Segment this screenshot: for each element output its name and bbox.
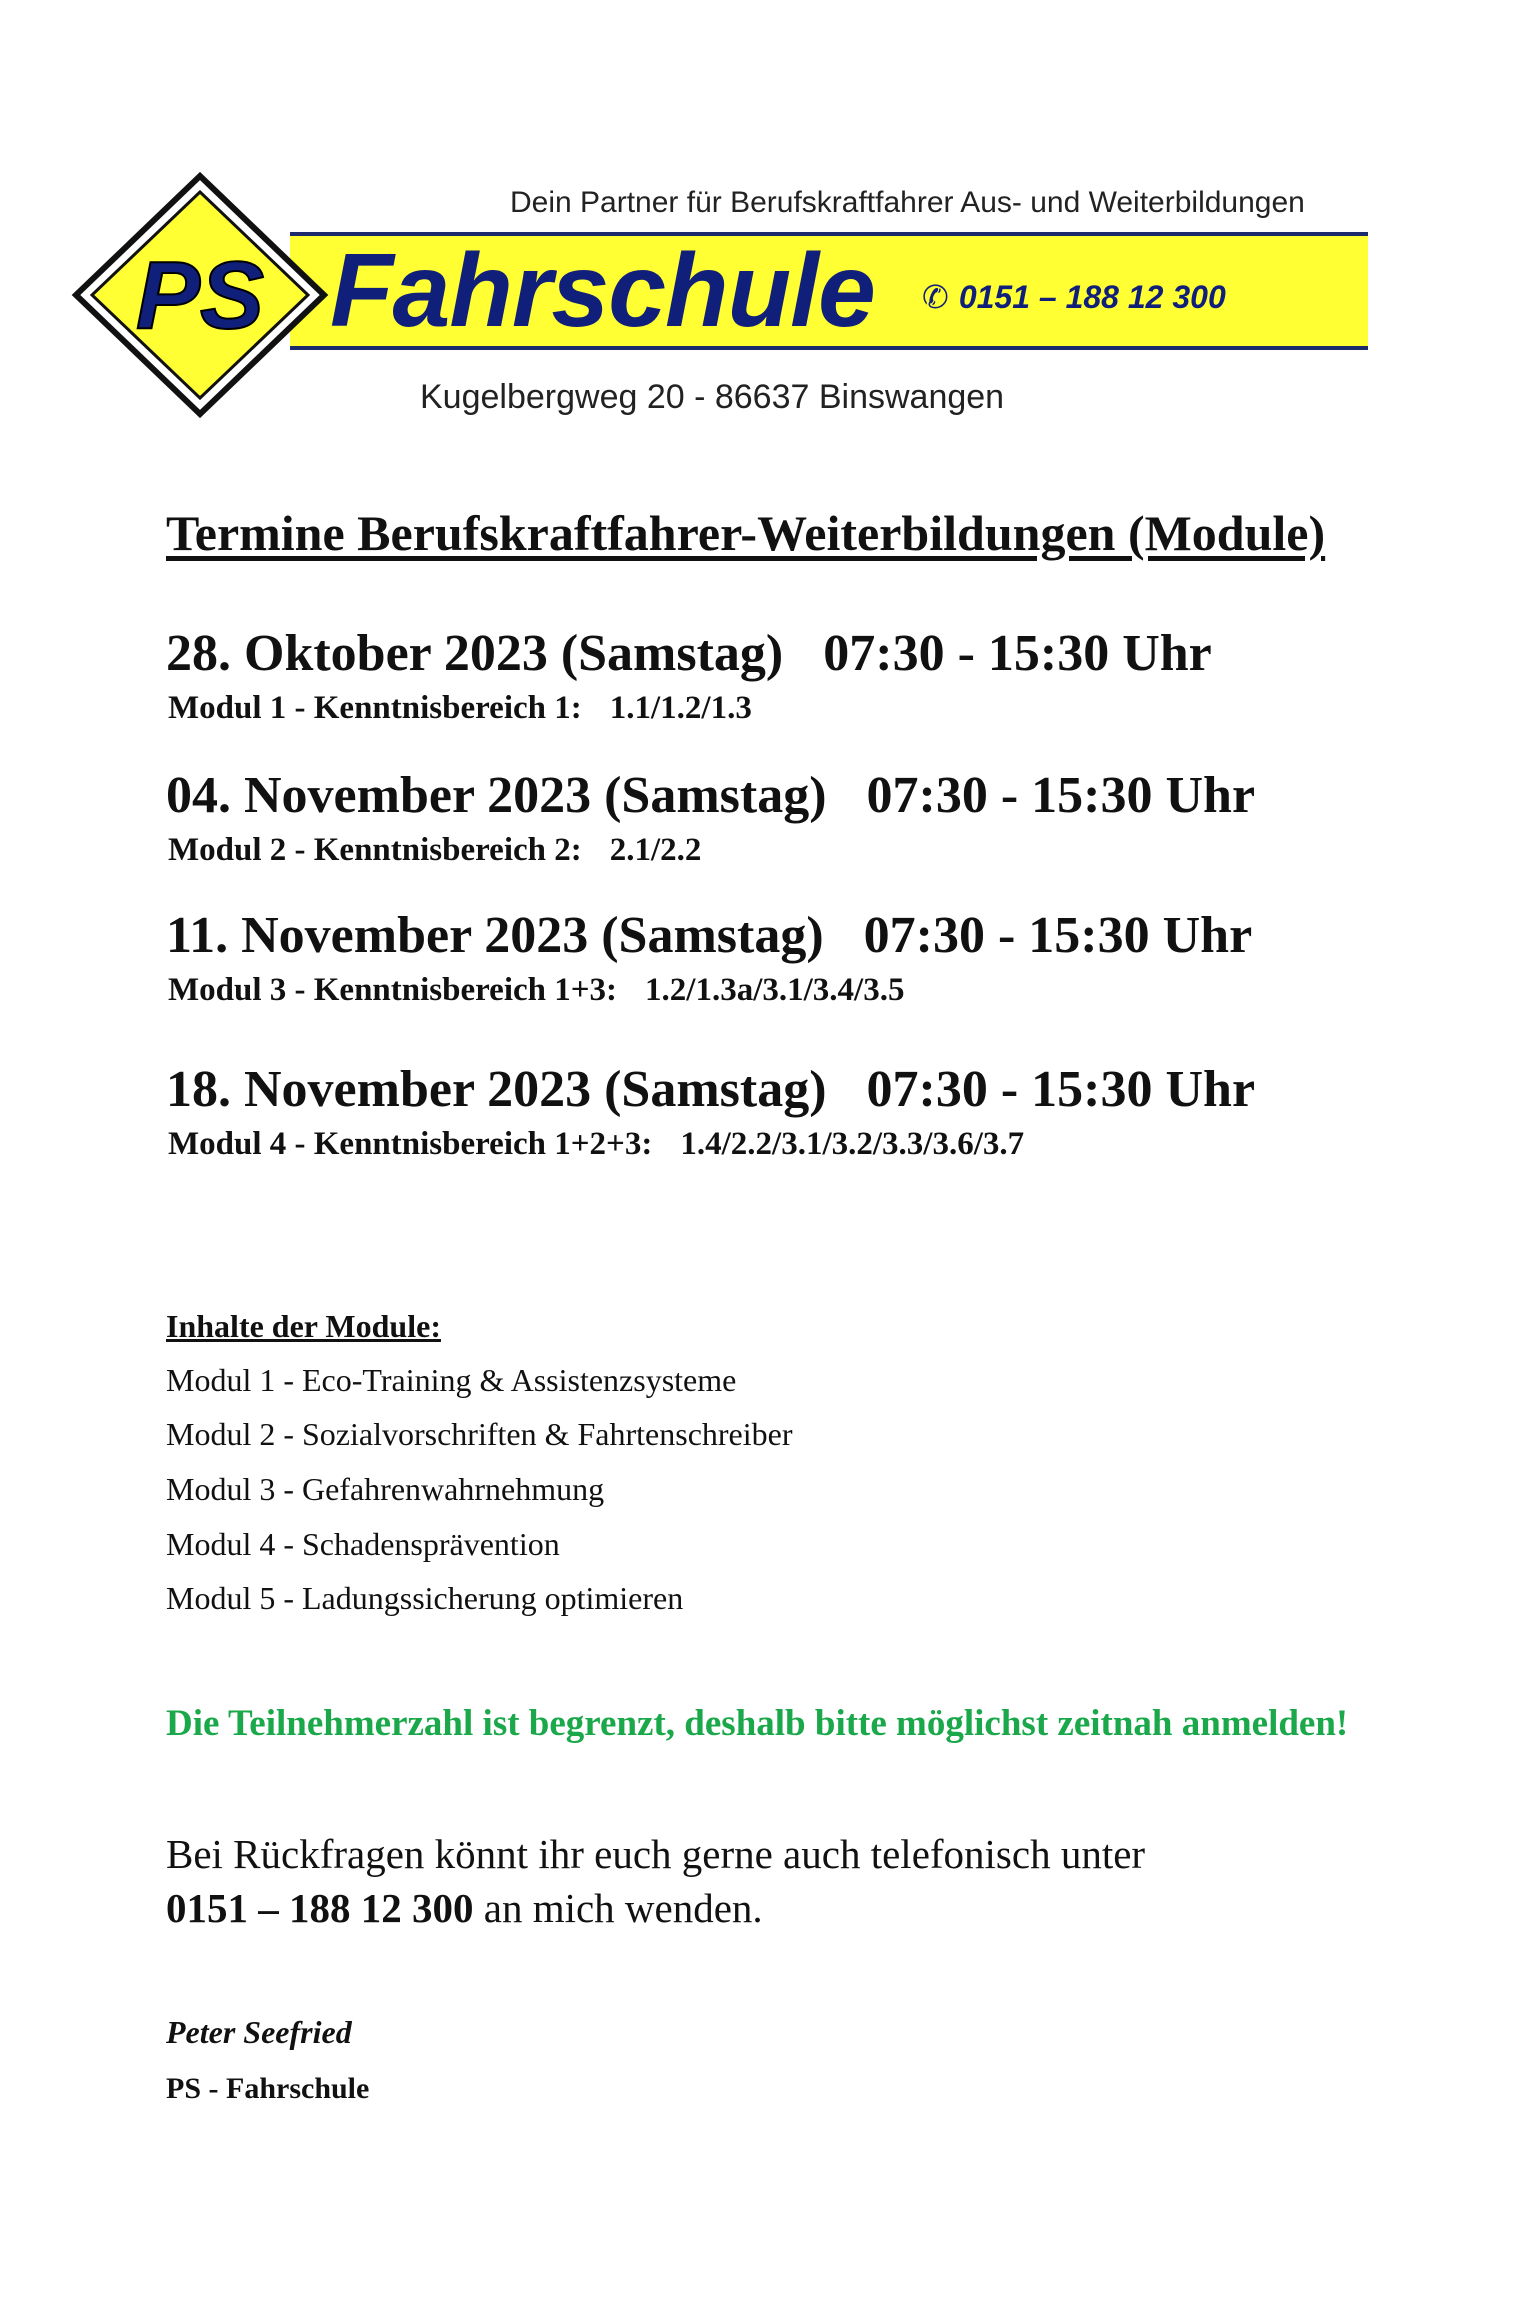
- session-module: Modul 1 - Kenntnisbereich 1:: [168, 690, 582, 726]
- contents-item: Modul 4 - Schadensprävention: [166, 1526, 560, 1562]
- phone-icon: ✆: [922, 279, 949, 315]
- contact-phone: 0151 – 188 12 300: [166, 1885, 474, 1931]
- brand-name: Fahrschule: [330, 233, 875, 349]
- session-module-line: [168, 1126, 1024, 1163]
- contents-item: Modul 2 - Sozialvorschriften & Fahrtenschreiber: [166, 1416, 793, 1452]
- session-time: 07:30 - 15:30 Uhr: [863, 907, 1253, 964]
- address: Kugelbergweg 20 - 86637 Binswangen: [420, 378, 1005, 416]
- contact-line-2: [166, 1884, 763, 1932]
- session-date-line: [166, 624, 1212, 683]
- session-codes: 1.4/2.2/3.1/3.2/3.3/3.6/3.7: [680, 1126, 1025, 1162]
- logo-ps-text: PS: [135, 242, 265, 349]
- contents-item: Modul 1 - Eco-Training & Assistenzsysteme: [166, 1362, 737, 1398]
- notice-text: Die Teilnehmerzahl ist begrenzt, deshalb bitte möglichst zeitnah anmelden!: [166, 1703, 1349, 1744]
- header-phone-number: 0151 – 188 12 300: [958, 279, 1226, 315]
- session-date-line: [166, 906, 1252, 965]
- session-date: 28. Oktober 2023 (Samstag): [166, 625, 784, 682]
- session-codes: 1.2/1.3a/3.1/3.4/3.5: [645, 972, 905, 1008]
- session-time: 07:30 - 15:30 Uhr: [823, 625, 1212, 682]
- session-module-line: [168, 832, 701, 869]
- contents-heading: Inhalte der Module:: [166, 1308, 441, 1344]
- session-module: Modul 3 - Kenntnisbereich 1+3:: [168, 972, 618, 1008]
- session-date: 11. November 2023 (Samstag): [166, 907, 824, 964]
- session-date-line: [166, 766, 1255, 825]
- header-phone: [922, 278, 1226, 316]
- session-time: 07:30 - 15:30 Uhr: [866, 767, 1256, 824]
- session-codes: 1.1/1.2/1.3: [609, 690, 752, 726]
- session-codes: 2.1/2.2: [609, 832, 702, 868]
- page-title: Termine Berufskraftfahrer-Weiterbildungen (Module): [166, 505, 1326, 561]
- session-date-line: [166, 1060, 1255, 1119]
- contents-item: Modul 3 - Gefahrenwahrnehmung: [166, 1471, 605, 1507]
- session-date: 18. November 2023 (Samstag): [166, 1061, 827, 1118]
- contact-line-1: Bei Rückfragen könnt ihr euch gerne auch telefonisch unter: [166, 1831, 1146, 1877]
- contents-item: Modul 5 - Ladungssicherung optimieren: [166, 1580, 684, 1616]
- session-module: Modul 4 - Kenntnisbereich 1+2+3:: [168, 1126, 653, 1162]
- session-module-line: [168, 690, 752, 727]
- contact-line-2-rest: an mich wenden.: [473, 1885, 763, 1931]
- session-time: 07:30 - 15:30 Uhr: [866, 1061, 1256, 1118]
- signature-company: PS - Fahrschule: [166, 2072, 370, 2105]
- signature-name: Peter Seefried: [166, 2014, 352, 2050]
- logo-diamond: [70, 170, 330, 420]
- session-module-line: [168, 972, 904, 1009]
- session-date: 04. November 2023 (Samstag): [166, 767, 827, 824]
- session-module: Modul 2 - Kenntnisbereich 2:: [168, 832, 582, 868]
- tagline: Dein Partner für Berufskraftfahrer Aus- und Weiterbildungen: [510, 186, 1305, 219]
